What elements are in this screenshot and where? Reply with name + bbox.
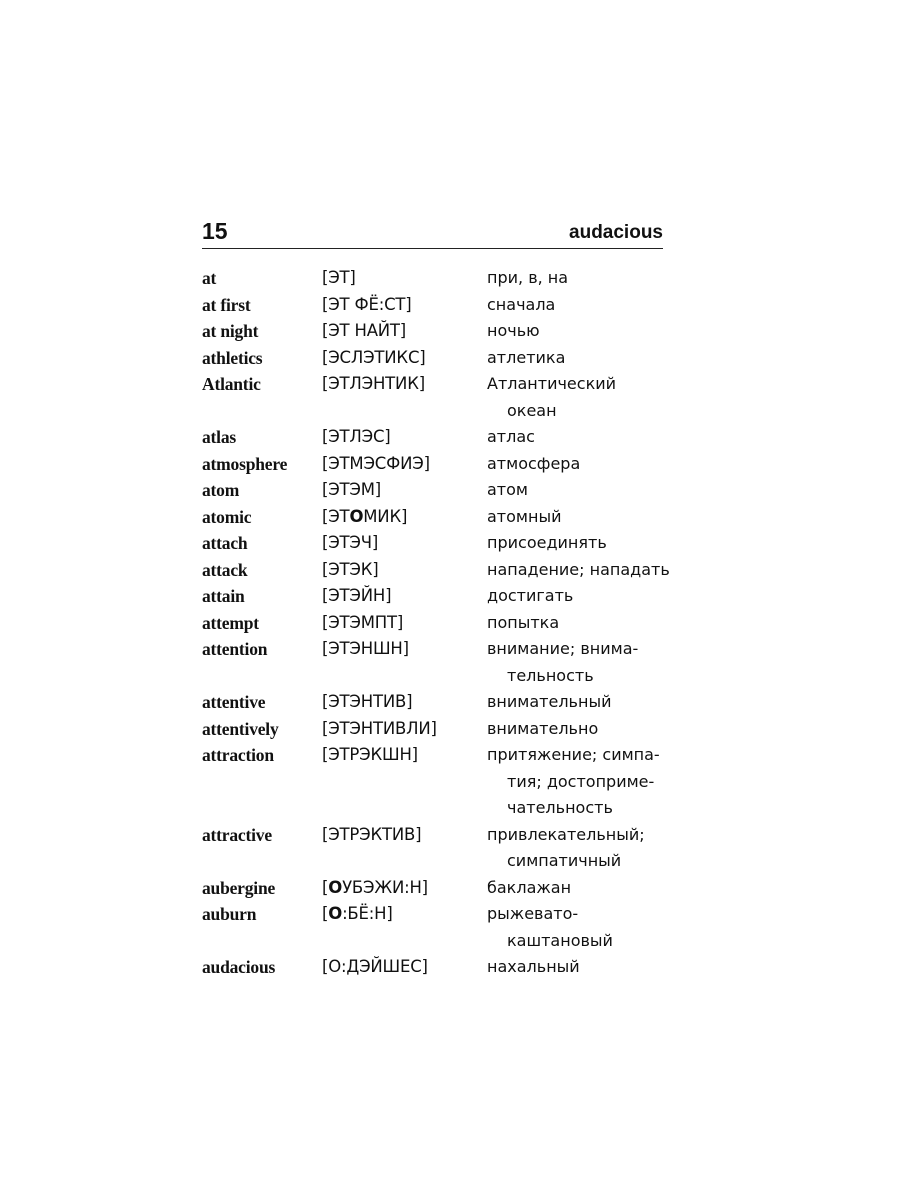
- stressed-vowel: О: [328, 877, 343, 897]
- dictionary-entry: [202, 530, 663, 557]
- translation: атлетика: [487, 347, 566, 367]
- page-header: [202, 212, 663, 249]
- translation: при, в, на: [487, 268, 569, 287]
- pronunciation: [ЭТЛЭС]: [322, 427, 391, 446]
- headword: at first: [202, 294, 251, 315]
- dictionary-entry: [202, 742, 663, 822]
- dictionary-entry: [202, 716, 663, 743]
- headword: at: [202, 268, 217, 288]
- translation: атлас: [487, 427, 535, 446]
- translation: рыжевато- каштановый: [487, 904, 613, 950]
- dictionary-entry: [202, 371, 663, 424]
- headword: atom: [202, 480, 240, 500]
- headword: attain: [202, 586, 245, 606]
- pronunciation: [ЭТЭЙН]: [322, 586, 392, 605]
- dictionary-entry: [202, 292, 663, 319]
- page-number: 15: [202, 218, 228, 244]
- headword: atomic: [202, 506, 252, 527]
- headword: aubergine: [202, 877, 276, 898]
- dictionary-entry: [202, 636, 663, 689]
- headword: attraction: [202, 745, 274, 765]
- headword: attack: [202, 559, 248, 580]
- pronunciation: [ЭСЛЭТИКС]: [322, 347, 426, 367]
- dictionary-entry: [202, 901, 663, 954]
- translation: внимательный: [487, 692, 612, 711]
- translation: достигать: [487, 586, 574, 605]
- dictionary-entry: [202, 557, 670, 584]
- translation: внимательно: [487, 718, 599, 738]
- translation: атомный: [487, 506, 562, 526]
- translation: внимание; внима- тельность: [487, 639, 639, 685]
- translation: попытка: [487, 612, 560, 632]
- stressed-vowel: О: [328, 904, 343, 923]
- pronunciation: [ЭТЭНТИВ]: [322, 692, 413, 711]
- headword: attentive: [202, 692, 266, 712]
- pronunciation: [ЭТРЭКТИВ]: [322, 824, 422, 844]
- headword: athletics: [202, 347, 263, 368]
- pronunciation: [ОУБЭЖИ:Н]: [322, 877, 428, 897]
- dictionary-entry: [202, 345, 663, 372]
- headword: atmosphere: [202, 453, 288, 474]
- headword: attention: [202, 639, 268, 659]
- dictionary-entry: [202, 424, 663, 451]
- pronunciation: [ЭТЭК]: [322, 559, 379, 579]
- translation: атом: [487, 480, 528, 499]
- pronunciation: [ЭТ ФЁ:СТ]: [322, 294, 412, 314]
- translation: баклажан: [487, 877, 572, 897]
- translation: притяжение; симпа- тия; достоприме- чательность: [487, 745, 660, 817]
- dictionary-entry: [202, 265, 663, 292]
- translation: нападение; нападать: [487, 559, 670, 579]
- pronunciation: [О:ДЭЙШЕС]: [322, 957, 428, 976]
- dictionary-entry: [202, 689, 663, 716]
- dictionary-entry: [202, 477, 663, 504]
- headword: atlas: [202, 427, 237, 447]
- translation: атмосфера: [487, 453, 581, 473]
- dictionary-entry: [202, 451, 663, 478]
- translation: нахальный: [487, 957, 580, 976]
- translation: Атлантический океан: [487, 374, 617, 420]
- dictionary-entry: [202, 822, 663, 875]
- pronunciation: [ЭТЭМПТ]: [322, 612, 404, 632]
- translation: сначала: [487, 294, 556, 314]
- translation: присоединять: [487, 533, 607, 552]
- pronunciation: [ЭТРЭКШН]: [322, 745, 418, 764]
- headword: attentively: [202, 718, 279, 739]
- headword: auburn: [202, 904, 257, 924]
- stressed-vowel: О: [349, 506, 364, 526]
- entry-list: [202, 265, 670, 981]
- dictionary-entry: [202, 504, 663, 531]
- pronunciation: [ЭТЭМ]: [322, 480, 382, 499]
- running-head: audacious: [569, 222, 663, 243]
- headword: Atlantic: [202, 374, 261, 394]
- pronunciation: [ЭТМЭСФИЭ]: [322, 453, 430, 473]
- dictionary-entry: [202, 954, 663, 981]
- pronunciation: [ЭТ НАЙТ]: [322, 321, 407, 340]
- headword: audacious: [202, 957, 276, 977]
- headword: at night: [202, 321, 259, 341]
- translation: привлекательный; симпатичный: [487, 824, 645, 870]
- dictionary-entry: [202, 583, 663, 610]
- dictionary-entry: [202, 318, 663, 345]
- dictionary-entry: [202, 610, 663, 637]
- dictionary-page: [202, 212, 670, 981]
- dictionary-entry: [202, 875, 663, 902]
- pronunciation: [ЭТ]: [322, 268, 356, 287]
- pronunciation: [ЭТОМИК]: [322, 506, 408, 526]
- headword: attach: [202, 533, 248, 553]
- pronunciation: [ЭТЭНТИВЛИ]: [322, 718, 437, 738]
- headword: attempt: [202, 612, 259, 633]
- pronunciation: [ЭТЭНШН]: [322, 639, 409, 658]
- translation: ночью: [487, 321, 540, 340]
- pronunciation: [ЭТЛЭНТИК]: [322, 374, 425, 393]
- headword: attractive: [202, 824, 272, 845]
- pronunciation: [О:БЁ:Н]: [322, 904, 393, 923]
- pronunciation: [ЭТЭЧ]: [322, 533, 379, 552]
